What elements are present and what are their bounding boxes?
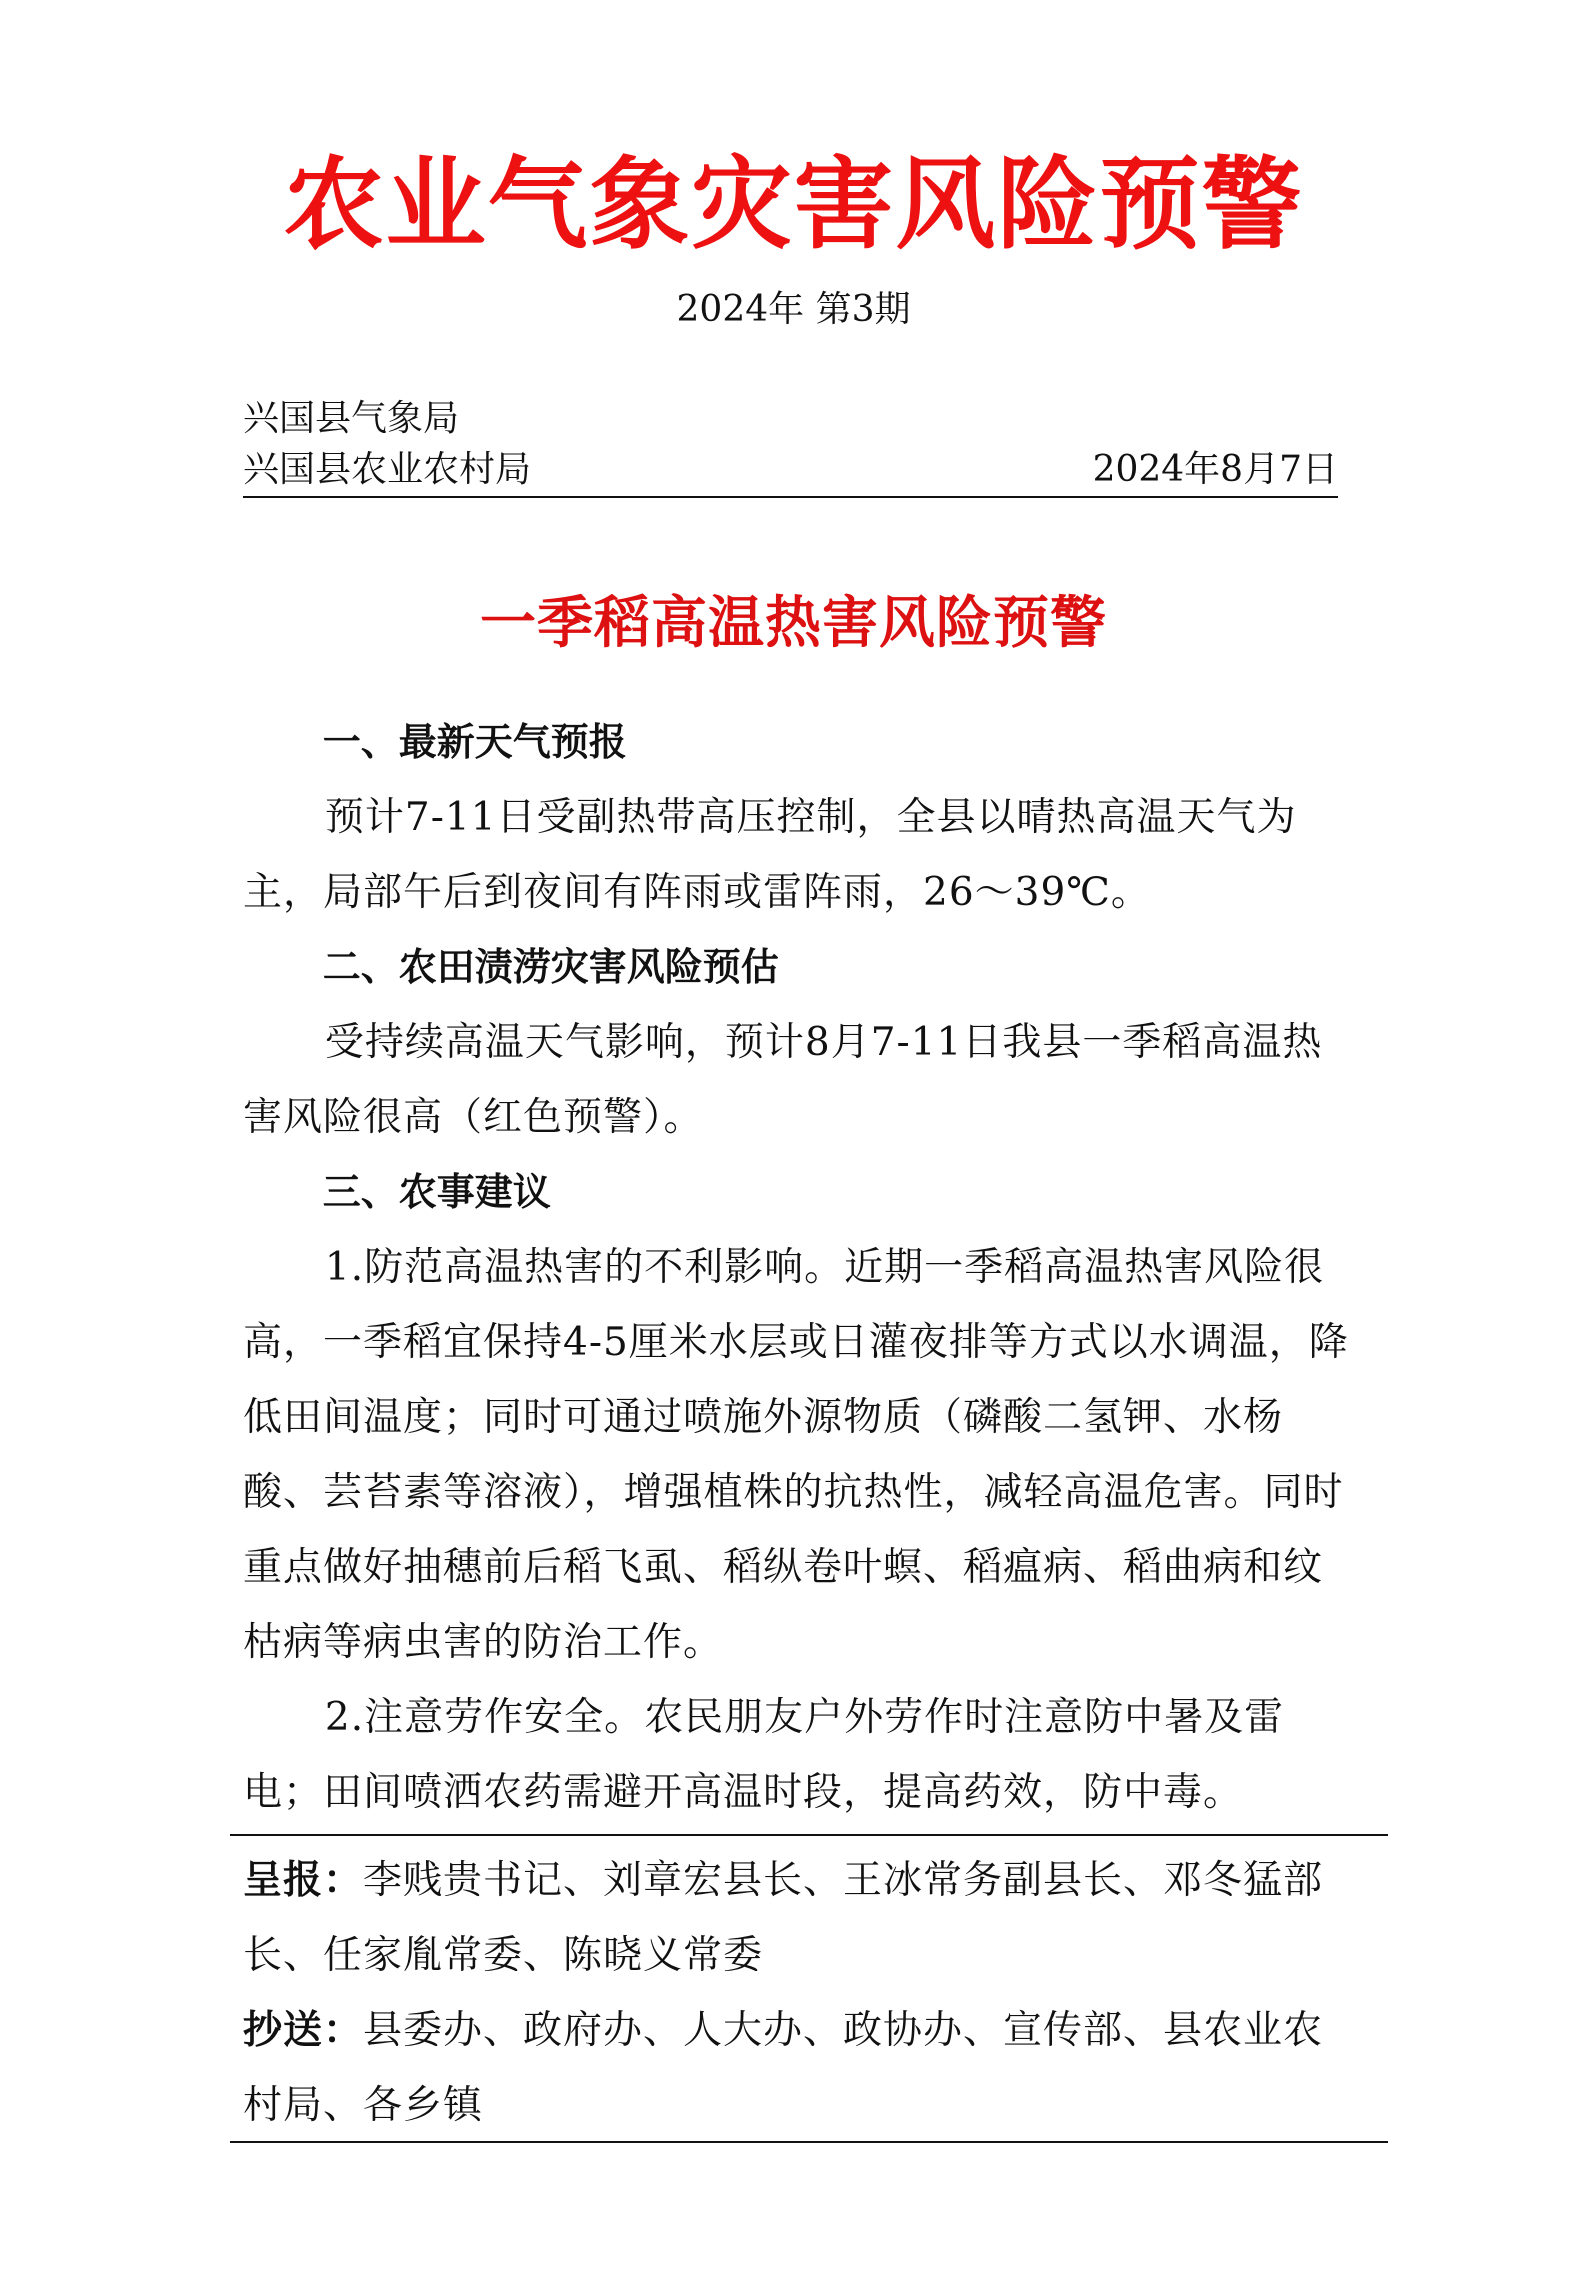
paragraph-advice-2: 2.注意劳作安全。农民朋友户外劳作时注意防中暑及雷电；田间喷洒农药需避开高温时段，提高药效，防中毒。 <box>243 1695 1285 1815</box>
footer-top-divider <box>230 1834 1388 1836</box>
document-title: 一季稻高温热害风险预警 <box>480 590 1107 656</box>
paragraph-risk: 受持续高温天气影响，预计8月7-11日我县一季稻高温热害风险很高（红色预警）。 <box>243 1020 1323 1140</box>
report-to-line <box>243 1843 1353 1993</box>
paragraph-weather: 预计7-11日受副热带高压控制，全县以晴热高温天气为主，局部午后到夜间有阵雨或雷阵雨，26～39℃。 <box>243 795 1297 915</box>
section-heading-weather: 一、最新天气预报 <box>322 720 627 764</box>
issuer-meteorological-bureau: 兴国县气象局 <box>243 398 460 439</box>
paragraph-advice-1: 1.防范高温热害的不利影响。近期一季稻高温热害风险很高，一季稻宜保持4-5厘米水层或日灌夜排等方式以水调温，降低田间温度；同时可通过喷施外源物质（磷酸二氢钾、水杨酸、芸苔素等溶液），增强植株的抗热性，减轻高温危害。同时重点做好抽穗前后稻飞虱、稻纵卷叶螟、稻瘟病、稻曲病和纹枯病等病虫害的防治工作。 <box>243 1245 1349 1665</box>
cc-recipients: 县委办、政府办、人大办、政协办、宣传部、县农业农村局、各乡镇 <box>243 2008 1324 2128</box>
report-recipients: 李贱贵书记、刘章宏县长、王冰常务副县长、邓冬猛部长、任家胤常委、陈晓义常委 <box>243 1858 1324 1978</box>
footer-bottom-divider <box>230 2141 1388 2143</box>
section-heading-risk: 二、农田渍涝灾害风险预估 <box>322 945 779 989</box>
report-label: 呈报： <box>243 1858 364 1903</box>
document-body <box>243 705 1353 1830</box>
section-heading-advice: 三、农事建议 <box>322 1170 551 1214</box>
cc-line <box>243 1993 1353 2143</box>
masthead-title: 农业气象灾害风险预警 <box>283 146 1304 263</box>
issue-date: 2024年8月7日 <box>1092 449 1338 490</box>
issuer-row <box>243 448 1338 498</box>
issuer-agriculture-bureau: 兴国县农业农村局 <box>243 449 532 490</box>
issue-number: 2024年 第3期 <box>676 289 911 330</box>
distribution-footer <box>243 1843 1353 2143</box>
cc-label: 抄送： <box>243 2008 364 2053</box>
